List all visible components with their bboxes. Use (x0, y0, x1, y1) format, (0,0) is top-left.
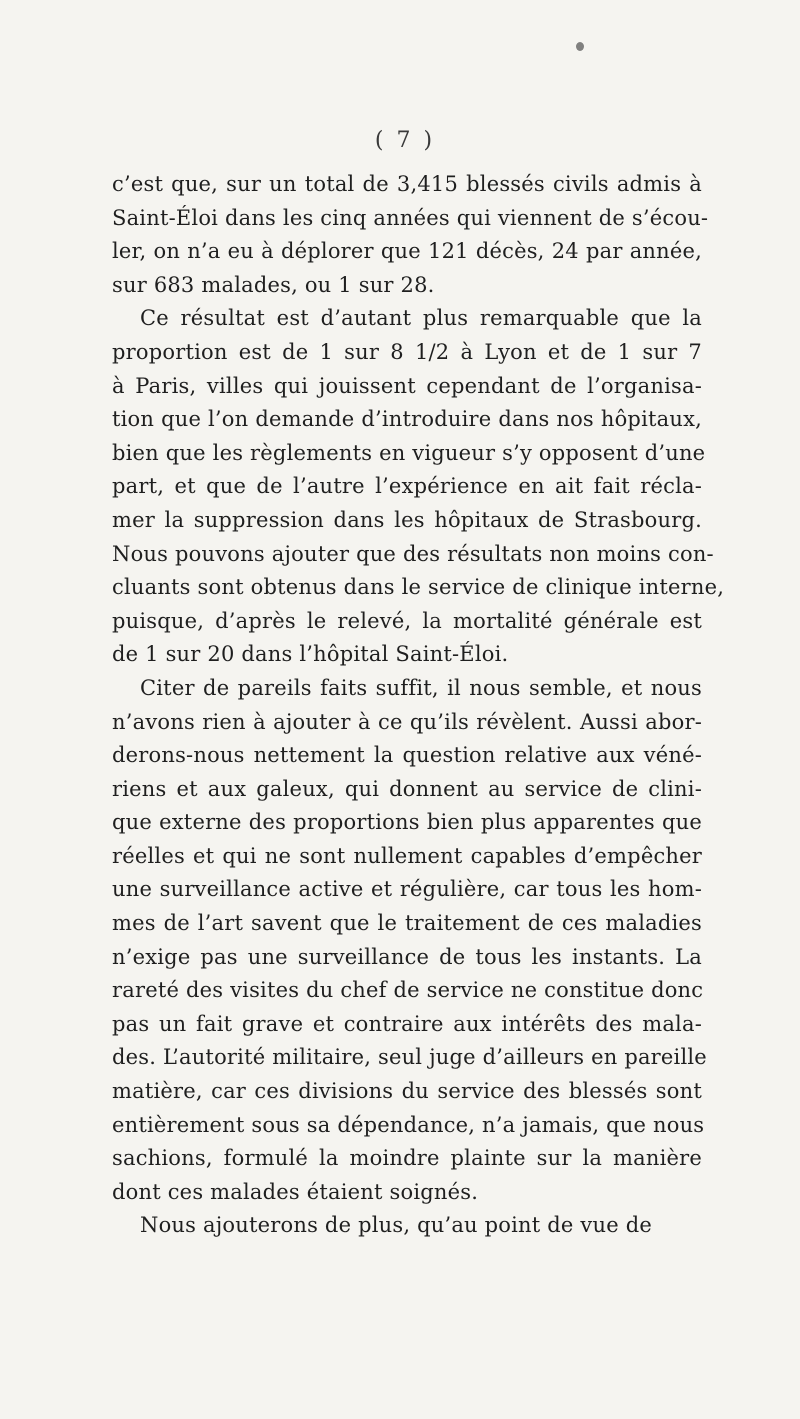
text-line: part, et que de l’autre l’expérience en ait fait récla- (112, 474, 702, 499)
text-line: mer la suppression dans les hôpitaux de Strasbourg. (112, 507, 702, 532)
text-line: cluants sont obtenus dans le service de clinique interne, (112, 575, 725, 600)
body-text (112, 168, 725, 1243)
text-line: ler, on n’a eu à déplorer que 121 décès, 24 par année, (112, 239, 702, 264)
text-line: n’avons rien à ajouter à ce qu’ils révèlent. Aussi abor- (112, 709, 702, 734)
text-line: entièrement sous sa dépendance, n’a jamais, que nous (112, 1112, 705, 1137)
page-number: ( 7 ) (374, 128, 436, 153)
text-line: rareté des visites du chef de service ne constitue donc (112, 978, 704, 1003)
text-line: sachions, formulé la moindre plainte sur la manière (112, 1146, 702, 1171)
text-line: Saint-Éloi dans les cinq années qui viennent de s’écou- (112, 205, 709, 230)
text-line: matière, car ces divisions du service des blessés sont (112, 1079, 702, 1104)
text-line: Nous pouvons ajouter que des résultats non moins con- (112, 541, 714, 566)
text-line: Nous ajouterons de plus, qu’au point de vue de (140, 1213, 652, 1238)
text-line: réelles et qui ne sont nullement capables d’empêcher (112, 843, 702, 868)
text-line: Citer de pareils faits suffit, il nous semble, et nous (140, 675, 702, 700)
text-line: n’exige pas une surveillance de tous les instants. La (112, 944, 702, 969)
text-line: dont ces malades étaient soignés. (112, 1179, 479, 1204)
text-line: puisque, d’après le relevé, la mortalité générale est (112, 608, 702, 633)
text-line: à Paris, villes qui jouissent cependant de l’organisa- (112, 373, 702, 398)
text-line: derons-nous nettement la question relative aux véné- (112, 743, 702, 768)
text-line: riens et aux galeux, qui donnent au service de clini- (112, 776, 702, 801)
text-line: c’est que, sur un total de 3,415 blessés civils admis à (112, 172, 702, 196)
text-line: une surveillance active et régulière, car tous les hom- (112, 877, 702, 902)
text-line: sur 683 malades, ou 1 sur 28. (112, 272, 435, 297)
text-line: pas un fait grave et contraire aux intérêts des mala- (112, 1011, 702, 1036)
text-line: Ce résultat est d’autant plus remarquable que la (140, 306, 702, 331)
text-line: tion que l’on demande d’introduire dans nos hôpitaux, (112, 407, 702, 432)
text-line: proportion est de 1 sur 8 1/2 à Lyon et de 1 sur 7 (112, 339, 702, 364)
ink-speck (576, 42, 584, 51)
text-line: bien que les règlements en vigueur s’y opposent d’une (112, 440, 706, 465)
text-line: mes de l’art savent que le traitement de ces maladies (112, 911, 702, 936)
text-line: de 1 sur 20 dans l’hôpital Saint-Éloi. (112, 642, 509, 667)
text-line: que externe des proportions bien plus apparentes que (112, 810, 702, 835)
text-line: des. L’autorité militaire, seul juge d’ailleurs en pareille (112, 1045, 707, 1070)
